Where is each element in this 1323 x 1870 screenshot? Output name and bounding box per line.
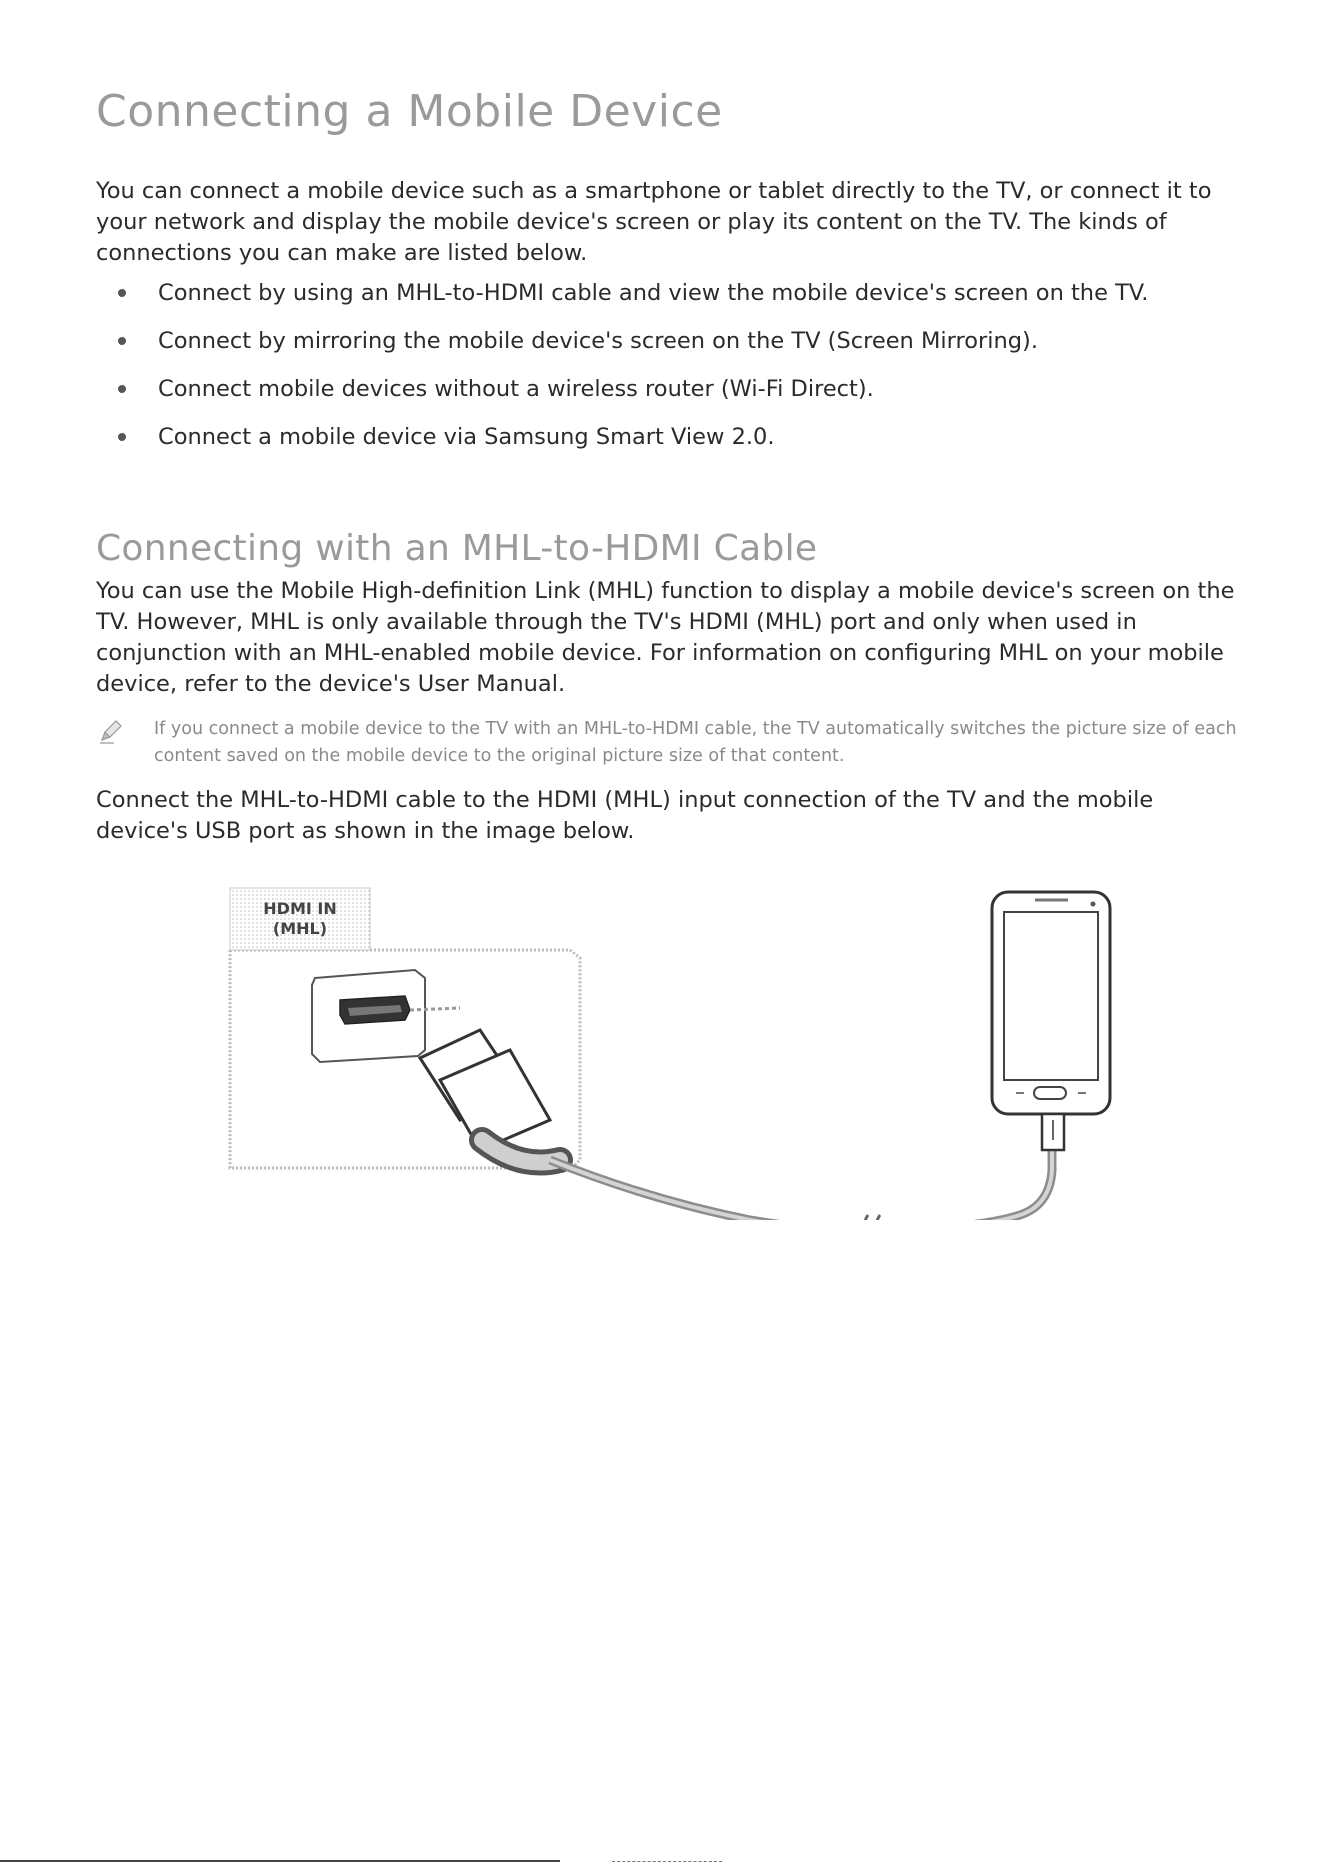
- page-title: Connecting a Mobile Device: [96, 86, 723, 137]
- footer-mark: [612, 1861, 722, 1863]
- hdmi-plug-icon: [420, 1030, 860, 1220]
- port-label-line1: HDMI IN: [263, 899, 337, 918]
- section-title: Connecting with an MHL-to-HDMI Cable: [96, 528, 818, 569]
- port-label-line2: (MHL): [272, 919, 328, 938]
- connection-illustration: [220, 870, 1120, 1220]
- bullet-icon: [118, 385, 126, 393]
- cable-break-icon: [865, 1215, 883, 1220]
- connection-diagram: [220, 870, 1120, 1220]
- footer-rule: [0, 1860, 560, 1862]
- note-pen-icon: [96, 716, 126, 746]
- intro-paragraph: You can connect a mobile device such as a smartphone or tablet directly to the TV, or connect it to your network and display the mobile device's screen or play its content on the TV. The kinds of connections you can make are listed below.: [96, 178, 1212, 266]
- bullet-icon: [118, 337, 126, 345]
- list-item: Connect mobile devices without a wireless router (Wi-Fi Direct).: [96, 374, 1246, 422]
- connect-instructions: Connect the MHL-to-HDMI cable to the HDMI (MHL) input connection of the TV and the mobile device's USB port as shown in the image below.: [96, 787, 1154, 844]
- list-item: Connect by mirroring the mobile device's screen on the TV (Screen Mirroring).: [96, 326, 1246, 374]
- note-text: If you connect a mobile device to the TV with an MHL-to-HDMI cable, the TV automatically switches the picture size of each content saved on the mobile device to the original picture size of that content.: [154, 719, 1237, 766]
- list-item: Connect a mobile device via Samsung Smart View 2.0.: [96, 422, 1246, 470]
- connection-options-list: [96, 278, 1246, 470]
- list-item: Connect by using an MHL-to-HDMI cable and view the mobile device's screen on the TV.: [96, 278, 1246, 326]
- smartphone-icon: [992, 892, 1110, 1150]
- bullet-icon: [118, 433, 126, 441]
- note-block: [96, 716, 1246, 770]
- mhl-description: You can use the Mobile High-definition Link (MHL) function to display a mobile device's screen on the TV. However, MHL is only available through the TV's HDMI (MHL) port and only when used in conjunction with an MHL-enabled mobile device. For information on configuring MHL on your mobile device, refer to the device's User Manual.: [96, 578, 1235, 697]
- bullet-icon: [118, 289, 126, 297]
